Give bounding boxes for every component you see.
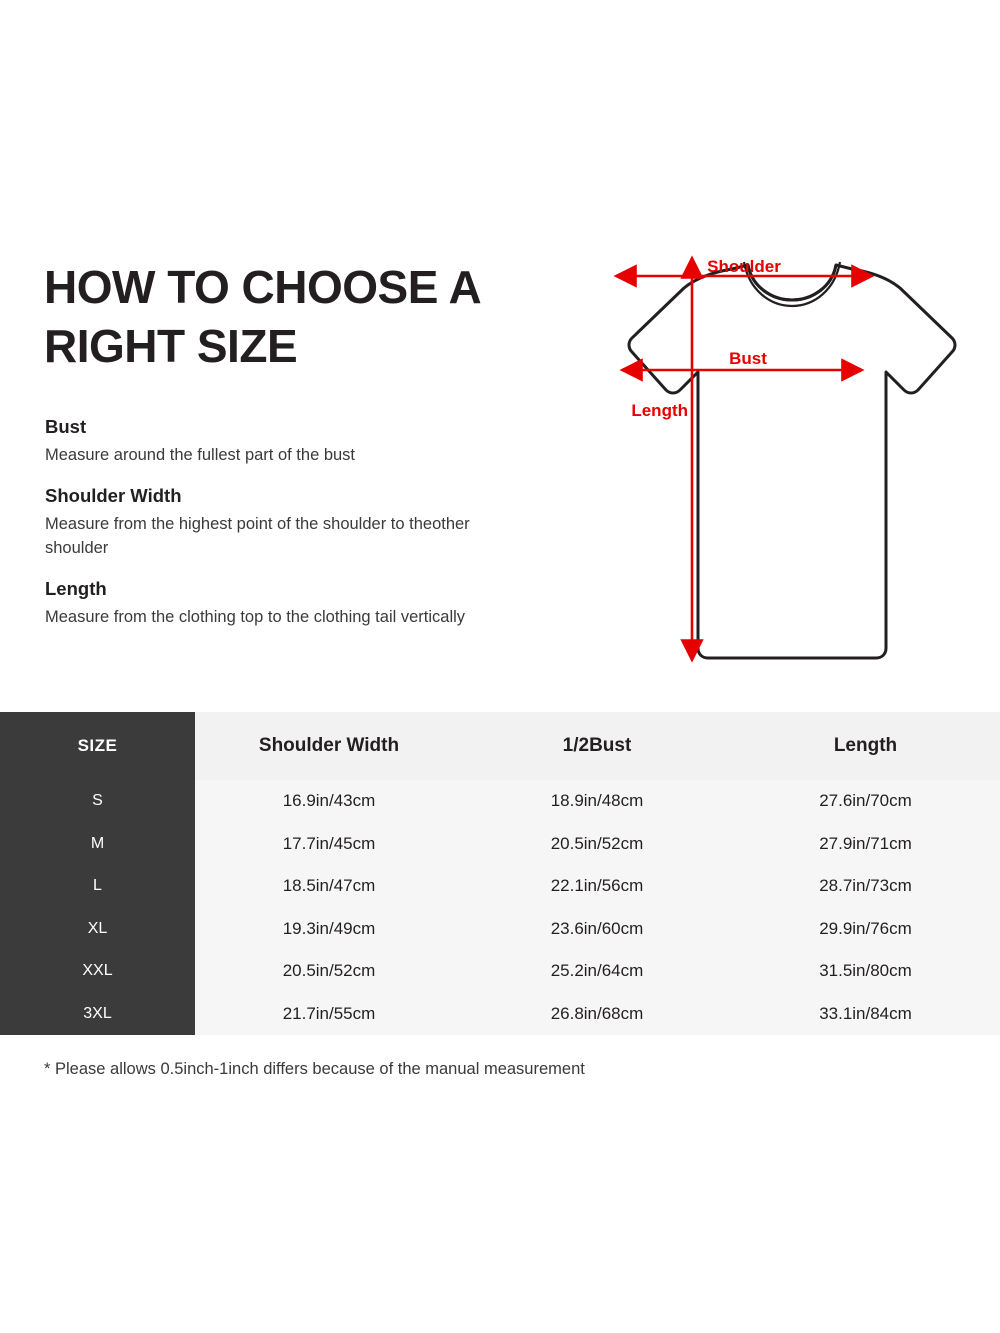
table-header-row: [0, 712, 1000, 780]
cell-shoulder-width: 21.7in/55cm: [195, 993, 463, 1036]
measurement-definitions: [45, 415, 515, 646]
cell-shoulder-width: 18.5in/47cm: [195, 865, 463, 908]
table-row: [0, 993, 1000, 1036]
table-row: [0, 823, 1000, 866]
column-header-shoulder-width: Shoulder Width: [195, 712, 463, 780]
cell-half-bust: 20.5in/52cm: [463, 823, 731, 866]
cell-size: M: [0, 823, 195, 866]
measurement-footnote: * Please allows 0.5inch-1inch differs because of the manual measurement: [44, 1060, 585, 1078]
length-label: Length: [631, 401, 688, 420]
cell-length: 27.6in/70cm: [731, 780, 1000, 823]
cell-length: 27.9in/71cm: [731, 823, 1000, 866]
size-chart-table-wrapper: [0, 712, 1000, 1032]
table-row: [0, 908, 1000, 951]
cell-half-bust: 23.6in/60cm: [463, 908, 731, 951]
definition-description: Measure around the fullest part of the bust: [45, 446, 356, 465]
cell-size: 3XL: [0, 993, 195, 1036]
table-row: [0, 950, 1000, 993]
table-row: [0, 780, 1000, 823]
cell-size: XXL: [0, 950, 195, 993]
definition-term: Length: [45, 578, 107, 600]
cell-shoulder-width: 16.9in/43cm: [195, 780, 463, 823]
column-header-half-bust: 1/2Bust: [463, 712, 731, 780]
cell-half-bust: 26.8in/68cm: [463, 993, 731, 1036]
cell-shoulder-width: 17.7in/45cm: [195, 823, 463, 866]
definition-description: Measure from the clothing top to the clothing tail vertically: [45, 608, 466, 627]
cell-half-bust: 18.9in/48cm: [463, 780, 731, 823]
definition-description: Measure from the highest point of the shoulder to theother shoulder: [45, 515, 470, 558]
size-chart-table: [0, 712, 1000, 1035]
cell-shoulder-width: 20.5in/52cm: [195, 950, 463, 993]
cell-size: XL: [0, 908, 195, 951]
cell-half-bust: 25.2in/64cm: [463, 950, 731, 993]
shoulder-label: Shoulder: [707, 257, 781, 276]
table-row: [0, 865, 1000, 908]
cell-size: L: [0, 865, 195, 908]
tshirt-outline-shape: [629, 262, 955, 658]
page-title: HOW TO CHOOSE A RIGHT SIZE: [44, 261, 480, 372]
cell-size: S: [0, 780, 195, 823]
cell-shoulder-width: 19.3in/49cm: [195, 908, 463, 951]
cell-length: 28.7in/73cm: [731, 865, 1000, 908]
column-header-length: Length: [731, 712, 1000, 780]
tshirt-diagram: [500, 230, 1000, 700]
definition-length: [45, 577, 515, 630]
bust-label: Bust: [729, 349, 767, 368]
cell-half-bust: 22.1in/56cm: [463, 865, 731, 908]
definition-term: Bust: [45, 416, 87, 437]
definition-shoulder-width: [45, 484, 515, 561]
cell-length: 29.9in/76cm: [731, 908, 1000, 951]
cell-length: 31.5in/80cm: [731, 950, 1000, 993]
definition-bust: [45, 415, 515, 468]
cell-length: 33.1in/84cm: [731, 993, 1000, 1036]
column-header-size: SIZE: [0, 712, 195, 780]
definition-term: Shoulder Width: [45, 485, 182, 507]
